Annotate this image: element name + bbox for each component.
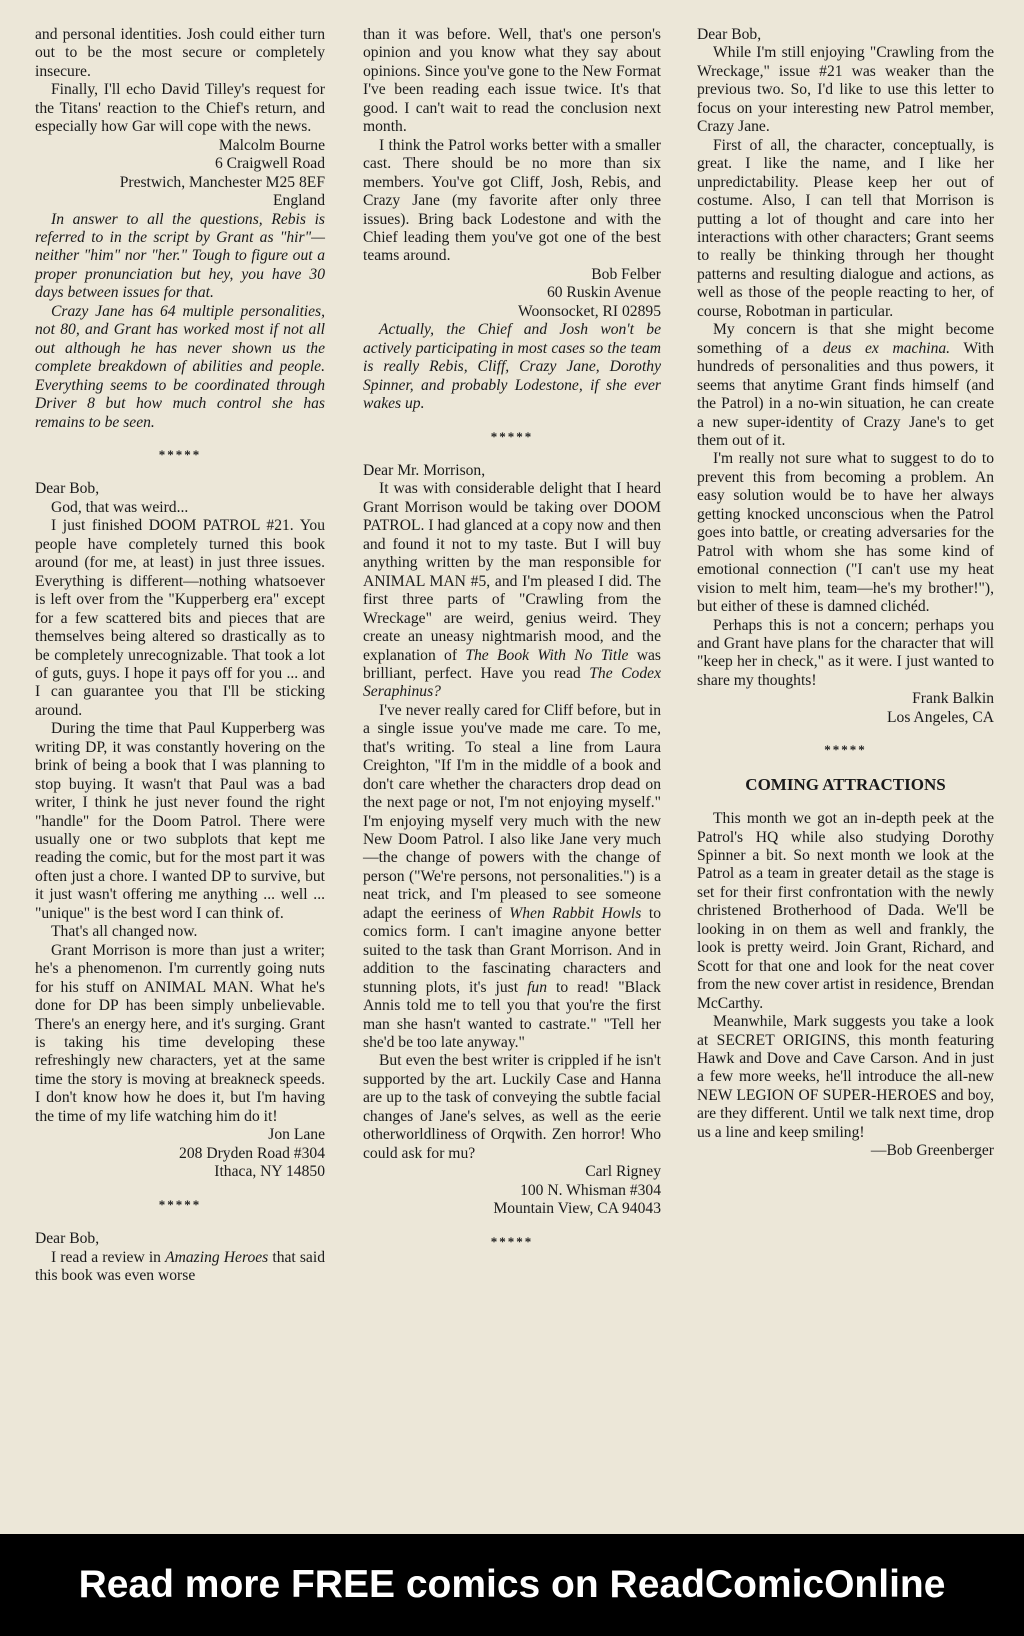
letter-text: My concern is that she might become something of a deus ex machina. With hundreds of personalities and thus powers, it seems that anytime Grant finds himself (and the Patrol) in a no-win situation, he can create a new super-identity of Crazy Jane's to get them out of it. <box>697 321 994 449</box>
separator-stars: ***** <box>490 1233 534 1249</box>
letter-text: I think the Patrol works better with a smaller cast. There should be no more than six members. You've got Cliff, Josh, Rebis, and Crazy Jane (my favorite after only three issues). Bring back Lodestone and with the Chief leading them you've got one of the best teams around. <box>363 136 661 265</box>
salutation: Dear Mr. Morrison, <box>363 461 486 479</box>
editor-reply: Actually, the Chief and Josh won't be actively participating in most cases so the team is really Rebis, Cliff, Crazy Jane, Dorothy Spinner, and probably Lodestone, if she ever wakes up. <box>363 321 661 413</box>
salutation: Dear Bob, <box>35 1230 100 1248</box>
signature-name: Jon Lane <box>268 1126 325 1144</box>
editor-reply: Crazy Jane has 64 multiple personalities, not 80, and Grant has worked most if not all out although he has never shown us the complete breakdown of abilities and people. Everything seems to be coordinated through Driver 8 but how much control she has remains to be seen. <box>35 302 325 431</box>
coming-attractions-text: Meanwhile, Mark suggests you take a look at SECRET ORIGINS, this month featuring Hawk and Dove and Cave Carson. And in just a few more weeks, he'll introduce the all-new NEW LEGION OF SUPER-HEROES and boy, are they different. Until we talk next time, drop us a line and keep smiling! <box>697 1013 994 1141</box>
separator-stars: ***** <box>158 1196 202 1212</box>
letter-text: I just finished DOOM PATROL #21. You people have completely turned this book around (for me, at least) in just three issues. Everything is different—nothing whatsoever is left over from the "Kupperberg era" except for a few scattered bits and pieces that are themselves being altered so drastically as to be completely unrecognizable. That took a lot of guts, guys. I hope it pays off for you ... and I can guarantee you that I'll be sticking around. <box>35 517 325 719</box>
signature-address: 208 Dryden Road #304 <box>179 1144 325 1162</box>
signature-address: 60 Ruskin Avenue <box>546 284 661 302</box>
signature-address: England <box>273 192 325 210</box>
salutation: Dear Bob, <box>35 480 100 498</box>
separator-stars: ***** <box>490 428 534 444</box>
column-3 <box>697 26 994 1161</box>
coming-attractions-text: This month we got an in-depth peek at the Patrol's HQ while also studying Dorothy Spinner a bit. So next month we look at the Patrol as a team in greater detail as the stage is set for their first confrontation with the newly christened Brotherhood of Dada. We'll be looking in on them as well and frankly, the look is pretty weird. Join Grant, Richard, and Scott for that one and look for the neat cover from the new cover artist in residence, Brendan McCarthy. <box>697 810 994 1012</box>
letter-text: It was with considerable delight that I heard Grant Morrison would be taking over DOOM PATROL. I had glanced at a copy now and then and found it not to my taste. But I will buy anything written by the man responsible for ANIMAL MAN #5, and I'm pleased I did. The first three parts of "Crawling from the Wreckage" are weird, genius weird. They create an uneasy nightmarish mood, and the explanation of The Book With No Title was brilliant, perfect. Have you read The Codex Seraphinus? <box>363 480 661 701</box>
separator-stars: ***** <box>158 446 202 462</box>
column-2 <box>363 26 661 1267</box>
promo-banner-text[interactable]: Read more FREE comics on ReadComicOnline <box>78 1563 946 1606</box>
column-1 <box>35 26 325 1285</box>
letter-text: But even the best writer is crippled if he isn't supported by the art. Luckily Case and Hanna are up to the task of conveying the subtle facial changes of Jane's selves, as well as the eerie otherworldliness of Orqwith. Zen horror! Who could ask for mu? <box>363 1052 661 1162</box>
signature-name: Carl Rigney <box>585 1163 661 1181</box>
promo-banner[interactable] <box>0 1534 1024 1636</box>
letter-text: I read a review in Amazing Heroes that said this book was even worse <box>35 1248 325 1284</box>
letter-text: Finally, I'll echo David Tilley's request for the Titans' reaction to the Chief's return, and especially how Gar will cope with the news. <box>35 81 325 136</box>
letter-text: During the time that Paul Kupperberg was writing DP, it was constantly hovering on the brink of being a book that I was planning to stop buying. It wasn't that Paul was a bad writer, I think he just never found the right "handle" for the Doom Patrol. There were usually one or two subplots that kept me reading the comic, but for the most part it was often just a chore. I wanted DP to survive, but it just wasn't offering me anything ... well ... "unique" is the best word I can think of. <box>35 720 325 922</box>
letter-text: First of all, the character, conceptually, is great. I like the name, and I like her unpredictability. Please keep her out of costume. Also, I can tell that Morrison is putting a lot of thought and care into her interactions with other characters; Grant seems to really be thinking through her thought patterns and resulting dialogue and actions, as well as those of the people reacting to her, of course, Robotman in particular. <box>697 136 994 320</box>
letter-text: God, that was weird... <box>51 498 189 516</box>
separator-stars: ***** <box>824 742 867 758</box>
signature-name: Frank Balkin <box>912 690 994 708</box>
signature-name: Malcolm Bourne <box>218 136 325 154</box>
section-heading: COMING ATTRACTIONS <box>745 774 946 794</box>
editor-signoff: —Bob Greenberger <box>870 1142 994 1160</box>
signature-name: Bob Felber <box>591 265 661 283</box>
letter-text: Grant Morrison is more than just a writer; he's a phenomenon. I'm currently going nuts for his stuff on ANIMAL MAN. What he's done for DP has been simply unbelievable. There's an energy here, and it's surging. Grant is taking his time developing these refreshingly new characters, yet at the same time the story is moving at breakneck speeds. I don't know how he does it, but I'm having the time of my life watching him do it! <box>35 941 325 1125</box>
letter-text: than it was before. Well, that's one person's opinion and you know what they say about opinions. Since you've gone to the New Format I've been reading each issue twice. It's that good. I can't wait to read the conclusion next month. <box>363 26 661 136</box>
letter-text: I've never really cared for Cliff before, but in a single issue you've made me care. To me, that's writing. To steal a line from Laura Creighton, "If I'm in the middle of a book and don't care whether the characters drop dead on the next page or not, I'm not enjoying myself." I'm enjoying myself very much with the new New Doom Patrol. I also like Jane very much—the change of powers with the change of person ("We're persons, not personalities.") is a neat trick, and I'm pleased to see someone adapt the eeriness of When Rabbit Howls to comics form. I can't imagine anyone better suited to the task than Grant Morrison. And in addition to the fascinating characters and stunning plots, it's just fun to read! "Black Annis told me to tell you that you're the first man she hasn't wanted to castrate." "Tell her she'd be too late anyway." <box>363 701 661 1052</box>
salutation: Dear Bob, <box>697 26 762 43</box>
signature-address: Ithaca, NY 14850 <box>214 1163 325 1181</box>
letter-text: That's all changed now. <box>51 923 198 941</box>
signature-address: Prestwich, Manchester M25 8EF <box>119 173 325 191</box>
signature-address: 6 Craigwell Road <box>214 155 325 173</box>
editor-reply: In answer to all the questions, Rebis is referred to in the script by Grant as "hir"—neither "him" nor "her." Tough to figure out a proper pronunciation but hey, you have 30 days between issues for that. <box>35 210 325 302</box>
letter-text: Perhaps this is not a concern; perhaps you and Grant have plans for the character that will "keep her in check," as it were. I just wanted to share my thoughts! <box>697 616 994 689</box>
signature-address: Mountain View, CA 94043 <box>493 1200 661 1218</box>
letter-text: While I'm still enjoying "Crawling from the Wreckage," issue #21 was weaker than the previous two. So, I'd like to use this letter to focus on your interesting new Patrol member, Crazy Jane. <box>697 44 994 136</box>
signature-address: 100 N. Whisman #304 <box>520 1181 661 1199</box>
signature-address: Los Angeles, CA <box>887 708 994 726</box>
letter-text: I'm really not sure what to suggest to do to prevent this from becoming a problem. An easy solution would be to have her always getting knocked unconscious when the Patrol goes into battle, or creating adversaries for the Patrol with whom she has some kind of emotional connection ("I can't use my heat vision to melt him, team—he's my brother!"), but either of these is damned clichéd. <box>697 450 994 616</box>
signature-address: Woonsocket, RI 02895 <box>518 302 661 320</box>
letter-text: and personal identities. Josh could either turn out to be the most secure or completely insecure. <box>35 26 325 80</box>
